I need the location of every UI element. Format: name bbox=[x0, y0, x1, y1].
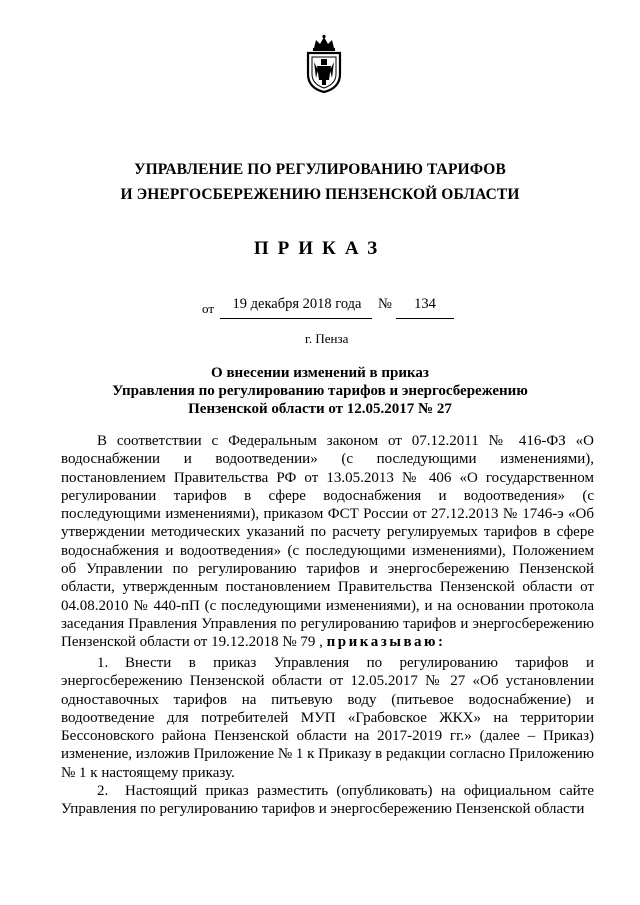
city-label: г. Пенза bbox=[305, 331, 349, 346]
item-2-paragraph bbox=[61, 782, 594, 819]
subject-line3: Пензенской области от 12.05.2017 № 27 bbox=[188, 401, 452, 417]
orders-word: приказываю: bbox=[326, 634, 446, 651]
number-label: № bbox=[378, 296, 392, 312]
from-label: от bbox=[202, 301, 215, 316]
organization-name-line2: И ЭНЕРГОСБЕРЕЖЕНИЮ ПЕНЗЕНСКОЙ ОБЛАСТИ bbox=[120, 186, 520, 203]
item-1-text: Внести в приказ Управления по регулированию тарифов и энергосбережению Пензенской области от 12.05.2017 № 27 «Об установлении одноставочных тарифов на питьевую воду (питьевое водоснабжение) и водоотведение для потребителей МУП «Грабовское ЖКХ» на территории Бессоновского района Пензенской области на 2017-2019 гг.» (далее – Приказ) изменение, изложив Приложение № 1 к Приказу в редакции согласно Приложению № 1 к настоящему приказу. bbox=[61, 655, 595, 781]
document-type-title: ПРИКАЗ bbox=[253, 238, 387, 259]
number-underline bbox=[396, 318, 454, 319]
organization-name-line1: УПРАВЛЕНИЕ ПО РЕГУЛИРОВАНИЮ ТАРИФОВ bbox=[134, 161, 506, 178]
item-1-number: 1. bbox=[97, 655, 109, 671]
item-2-number: 2. bbox=[97, 783, 109, 799]
date-underline bbox=[220, 318, 372, 319]
subject-line2: Управления по регулированию тарифов и энергосбережению bbox=[112, 383, 528, 399]
intro-text: В соответствии с Федеральным законом от 07.12.2011 № 416-ФЗ «О водоснабжении и водоотведении» (с последующими изменениями), постановлением Правительства РФ от 13.05.2013 № 406 «О государственном регулировании тарифов в сфере водоснабжения и водоотведения» (с последующими изменениями), приказом ФСТ России от 27.12.2013 № 1746-э «Об утверждении методических указаний по расчету регулируемых тарифов в сфере водоснабжения и водоотведения» (с последующими изменениями), Положением об Управлении по регулированию тарифов и энергосбережению Пензенской области, утвержденным постановлением Правительства Пензенской области от 04.08.2010 № 440-пП (с последующими изменениями), и на основании протокола заседания Правления Управления по регулированию тарифов и энергосбережению Пензенской области от 19.12.2018 № 79 , bbox=[61, 433, 594, 651]
coat-of-arms-icon bbox=[302, 34, 346, 94]
item-2-text: Настоящий приказ разместить (опубликовать) на официальном сайте Управления по регулированию тарифов и энергосбережению Пензенской области bbox=[61, 783, 594, 818]
subject-line1: О внесении изменений в приказ bbox=[211, 365, 429, 381]
date-number-line bbox=[0, 296, 640, 326]
intro-paragraph bbox=[61, 432, 594, 652]
item-1-paragraph bbox=[61, 654, 594, 782]
document-number: 134 bbox=[414, 296, 436, 312]
document-date: 19 декабря 2018 года bbox=[232, 296, 362, 312]
